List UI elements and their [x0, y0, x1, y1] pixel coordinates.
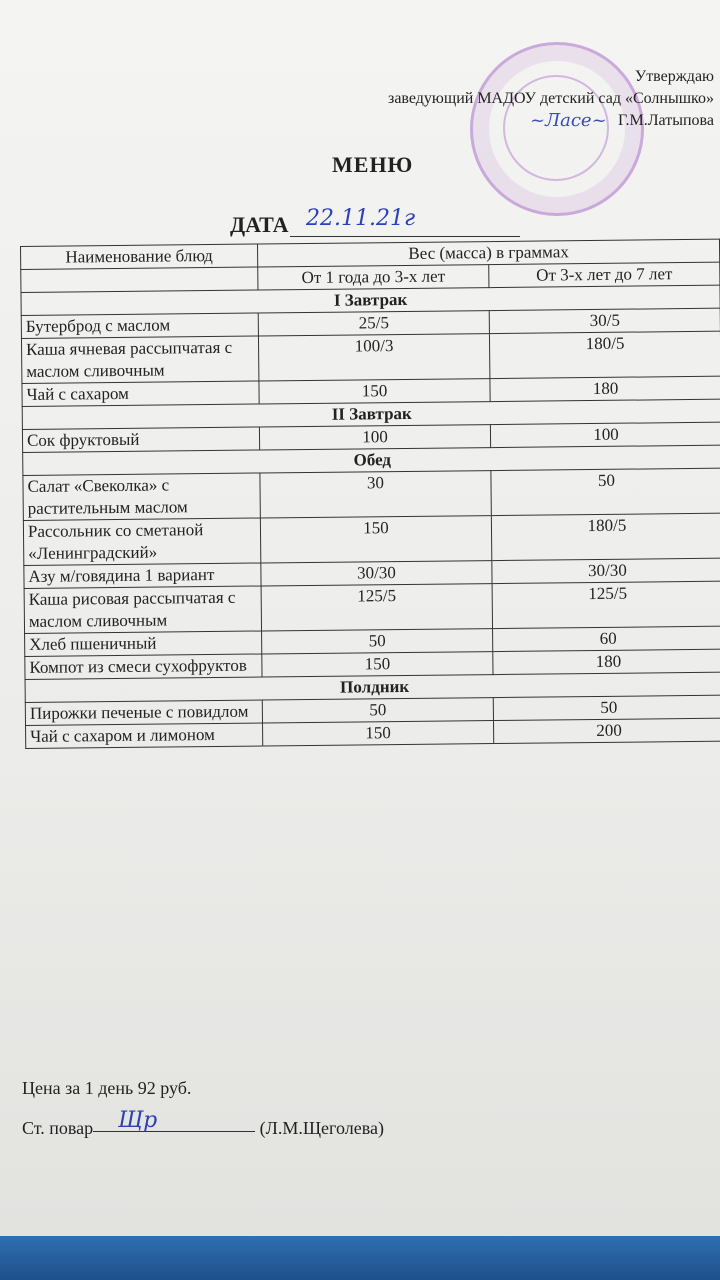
dish-name: Сок фруктовый — [22, 427, 259, 452]
weight-age-1-3: 50 — [262, 629, 493, 654]
section-title: II Завтрак — [22, 399, 720, 429]
weight-age-3-7: 180 — [490, 376, 720, 401]
weight-age-3-7: 100 — [490, 422, 720, 447]
dish-name: Салат «Свеколка» с растительным маслом — [23, 473, 260, 520]
weight-age-1-3: 150 — [262, 652, 493, 677]
weight-age-1-3: 100 — [259, 425, 490, 450]
col-header-weight: Вес (масса) в граммах — [257, 239, 719, 267]
cook-label: Ст. повар — [22, 1118, 94, 1138]
head-name: Г.М.Латыпова — [618, 112, 714, 129]
dish-name: Хлеб пшеничный — [25, 631, 262, 656]
weight-age-3-7: 30/30 — [492, 558, 720, 583]
weight-age-3-7: 180/5 — [489, 331, 720, 378]
cook-line — [22, 1118, 384, 1139]
table-row — [24, 581, 720, 633]
weight-age-1-3: 50 — [262, 698, 493, 723]
table-row — [23, 468, 720, 520]
dish-name: Чай с сахаром — [22, 381, 259, 406]
weight-age-1-3: 25/5 — [258, 311, 489, 336]
dish-name: Компот из смеси сухофруктов — [25, 654, 262, 679]
dish-name: Рассольник со сметаной «Ленинградский» — [23, 518, 260, 565]
weight-age-3-7: 50 — [491, 468, 720, 515]
weight-age-3-7: 125/5 — [492, 581, 720, 628]
weight-age-1-3: 150 — [260, 516, 491, 563]
col-subheader-age1: От 1 года до 3-х лет — [258, 265, 489, 290]
section-title: Обед — [23, 445, 720, 475]
section-title: I Завтрак — [21, 285, 720, 315]
table-row — [21, 331, 720, 383]
dish-name: Каша рисовая рассыпчатая с маслом сливочным — [24, 586, 261, 633]
weight-age-3-7: 180 — [493, 649, 720, 674]
dish-name: Пирожки печеные с повидлом — [25, 700, 262, 725]
menu-table — [20, 239, 720, 749]
dish-name: Каша ячневая рассыпчатая с маслом сливочным — [21, 336, 258, 383]
weight-age-3-7: 180/5 — [491, 513, 720, 560]
cook-name: (Л.М.Щеголева) — [259, 1118, 384, 1138]
col-subheader-age2: От 3-х лет до 7 лет — [489, 262, 720, 287]
desk-surface — [0, 1236, 720, 1280]
weight-age-1-3: 30/30 — [261, 561, 492, 586]
dish-name: Бутерброд с маслом — [21, 313, 258, 338]
approve-label: Утверждаю — [634, 68, 714, 85]
head-signature: ~Ласе~ — [530, 110, 607, 131]
cook-signature: Щр — [118, 1108, 158, 1133]
weight-age-1-3: 150 — [263, 721, 494, 746]
weight-age-1-3: 150 — [259, 379, 490, 404]
price-per-day: Цена за 1 день 92 руб. — [22, 1078, 192, 1098]
weight-age-3-7: 50 — [493, 695, 720, 720]
weight-age-1-3: 125/5 — [261, 584, 492, 631]
date-value: 22.11.21г — [306, 206, 416, 231]
col-subheader-empty — [21, 267, 258, 292]
date-label: ДАТА — [230, 212, 289, 237]
date-underline — [290, 236, 520, 237]
head-position: заведующий МАДОУ детский сад «Солнышко» — [388, 90, 714, 107]
weight-age-1-3: 30 — [260, 471, 491, 518]
weight-age-3-7: 30/5 — [489, 308, 720, 333]
weight-age-3-7: 200 — [493, 718, 720, 743]
weight-age-1-3: 100/3 — [258, 334, 489, 381]
dish-name: Азу м/говядина 1 вариант — [24, 563, 261, 588]
dish-name: Чай с сахаром и лимоном — [26, 723, 263, 748]
page-title: МЕНЮ — [332, 152, 414, 177]
section-title: Полдник — [25, 672, 720, 702]
weight-age-3-7: 60 — [493, 626, 720, 651]
table-row — [23, 513, 720, 565]
col-header-name: Наименование блюд — [21, 244, 258, 269]
